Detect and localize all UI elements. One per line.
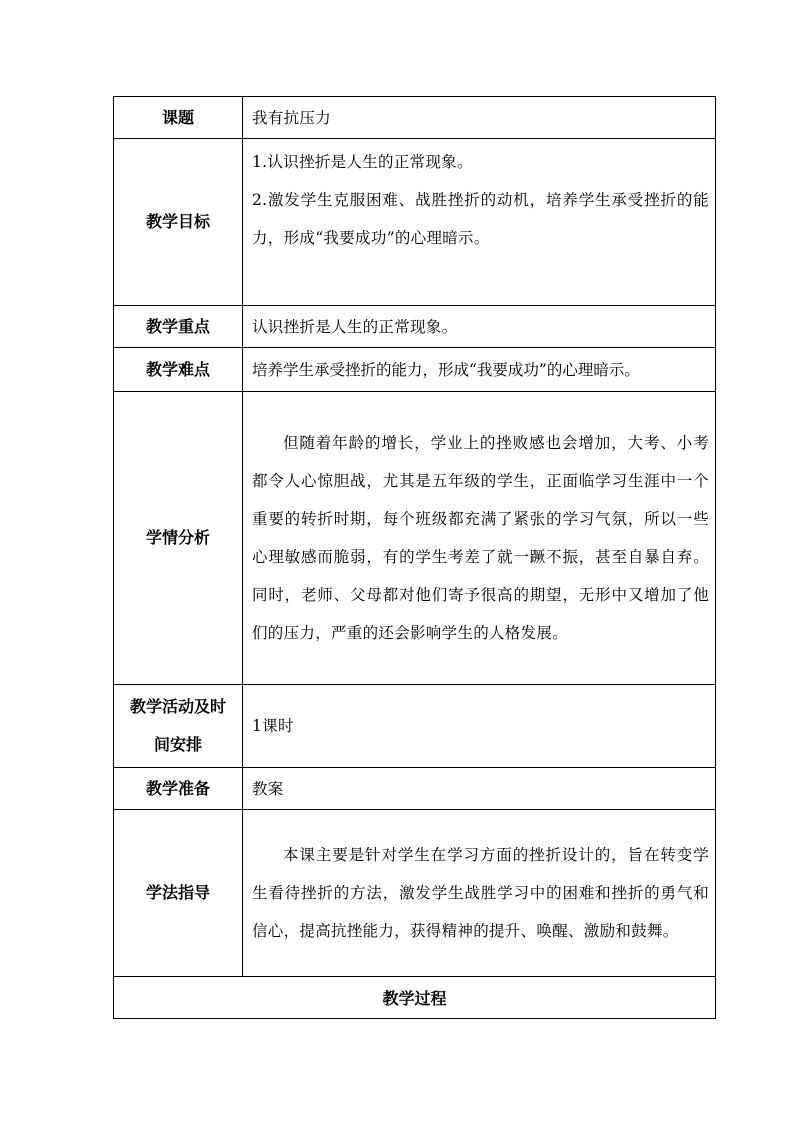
goal-item-2: 2.激发学生克服困难、战胜挫折的动机，培养学生承受挫折的能力，形成“我要成功”的心理暗示。: [252, 191, 709, 247]
row-goals: [114, 139, 716, 306]
difficulty-value: 培养学生承受挫折的能力，形成“我要成功”的心理暗示。: [243, 348, 716, 392]
row-prep: [114, 768, 716, 810]
method-label: 学法指导: [114, 810, 243, 977]
focus-label: 教学重点: [114, 306, 243, 348]
title-value: 我有抗压力: [243, 97, 716, 139]
row-method: [114, 810, 716, 977]
row-focus: [114, 306, 716, 348]
goals-value: [243, 139, 716, 306]
row-schedule: [114, 685, 716, 768]
analysis-text: 但随着年龄的增长，学业上的挫败感也会增加，大考、小考都令人心惊胆战，尤其是五年级的学生，正面临学习生涯中一个重要的转折时期，每个班级都充满了紧张的学习气氛，所以一些心理敏感而脆弱，有的学生考差了就一蹶不振，甚至自暴自弃。同时，老师、父母都对他们寄予很高的期望，无形中又增加了他们的压力，严重的还会影响学生的人格发展。: [252, 434, 709, 642]
schedule-label-line1: 教学活动及时: [129, 697, 226, 716]
method-text: 本课主要是针对学生在学习方面的挫折设计的，旨在转变学生看待挫折的方法，激发学生战胜学习中的困难和挫折的勇气和信心，提高抗挫能力，获得精神的提升、唤醒、激励和鼓舞。: [252, 846, 709, 940]
goal-item-1: 1.认识挫折是人生的正常现象。: [252, 153, 473, 171]
process-heading: 教学过程: [114, 977, 716, 1019]
title-label: 课题: [114, 97, 243, 139]
difficulty-label: 教学难点: [114, 348, 243, 392]
schedule-label: [114, 685, 243, 768]
row-analysis: [114, 392, 716, 685]
analysis-value: [243, 392, 716, 685]
prep-value: 教案: [243, 768, 716, 810]
focus-value: 认识挫折是人生的正常现象。: [243, 306, 716, 348]
schedule-label-line2: 间安排: [153, 735, 202, 754]
analysis-label: 学情分析: [114, 392, 243, 685]
prep-label: 教学准备: [114, 768, 243, 810]
goals-label: 教学目标: [114, 139, 243, 306]
row-process: [114, 977, 716, 1019]
method-value: [243, 810, 716, 977]
row-title: [114, 97, 716, 139]
row-difficulty: [114, 348, 716, 392]
lesson-plan-table: [113, 96, 716, 1019]
schedule-value: 1课时: [243, 685, 716, 768]
